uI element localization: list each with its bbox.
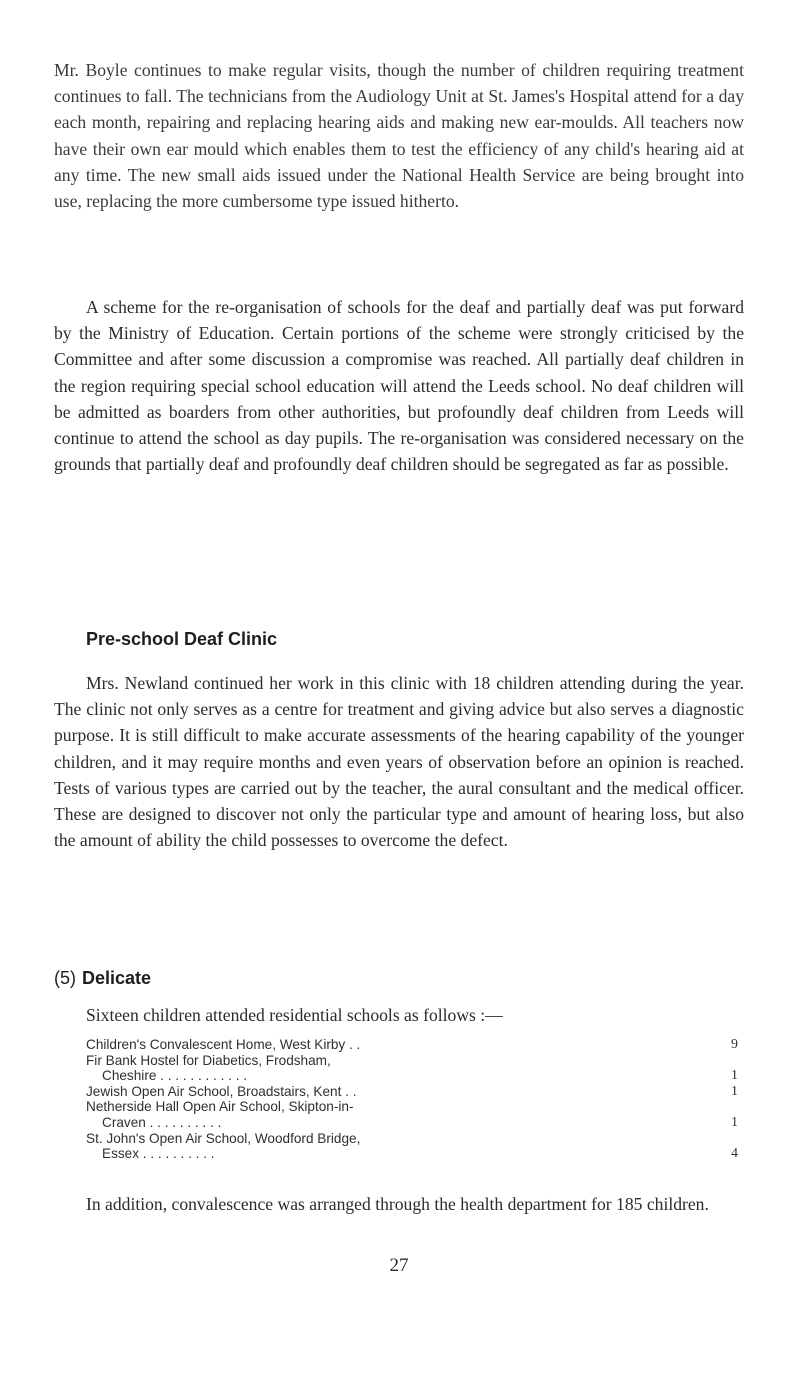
school-name: St. John's Open Air School, Woodford Bridge, — [86, 1130, 361, 1146]
school-count: 1 — [731, 1083, 738, 1099]
school-name: Jewish Open Air School, Broadstairs, Kent . . — [86, 1083, 357, 1099]
school-count: 1 — [731, 1114, 738, 1130]
paragraph-convalescence: In addition, convalescence was arranged through the health department for 185 children. — [86, 1194, 709, 1214]
paragraph-reorganisation: A scheme for the re-organisation of schools for the deaf and partially deaf was put forward by the Ministry of Education. Certain portions of the scheme were strongly criticised by the Committee and after some discussion a compromise was reached. All partially deaf children in the region requiring special school education will attend the Leeds school. No deaf children will be admitted as boarders from other authorities, but profoundly deaf children from Leeds will continue to attend the school as day pupils. The re-organisation was considered necessary on the grounds that partially deaf and profoundly deaf children should be segregated as far as possible. — [54, 297, 744, 475]
list-item — [86, 1131, 738, 1162]
school-count: 9 — [731, 1037, 738, 1052]
section-number: (5) — [54, 968, 76, 988]
school-count: 4 — [731, 1146, 738, 1162]
page-number: 27 — [389, 1255, 409, 1276]
school-name-cont: Essex . . . . . . . . . . — [102, 1146, 215, 1162]
school-name: Netherside Hall Open Air School, Skipton-in- — [86, 1099, 354, 1115]
school-name-cont: Cheshire . . . . . . . . . . . . — [102, 1068, 248, 1084]
heading-delicate — [54, 968, 151, 989]
school-name-cont: Craven . . . . . . . . . . — [102, 1114, 222, 1130]
section-title: Delicate — [82, 968, 152, 988]
paragraph-preschool-clinic: Mrs. Newland continued her work in this clinic with 18 children attending during the year. The clinic not only serves as a centre for treatment and giving advice but also serves a diagnostic purpose. It is still difficult to make accurate assessments of the hearing capability of the younger children, and it may require months and even years of observation before an opinion is reached. Tests of various types are carried out by the teacher, the aural consultant and the medical officer. These are designed to discover not only the particular type and amount of hearing loss, but also the amount of ability the child possesses to overcome the defect. — [54, 673, 744, 851]
list-item — [86, 1053, 738, 1084]
schools-list — [86, 1037, 738, 1162]
school-name: Children's Convalescent Home, West Kirby . . — [86, 1037, 361, 1052]
list-item — [86, 1099, 738, 1130]
delicate-intro: Sixteen children attended residential schools as follows :— — [86, 1005, 503, 1025]
list-item — [86, 1084, 738, 1100]
paragraph-audiology: Mr. Boyle continues to make regular visits, though the number of children requiring treatment continues to fall. The technicians from the Audiology Unit at St. James's Hospital attend for a day each month, repairing and replacing hearing aids and making new ear-moulds. All teachers now have their own ear mould which enables them to test the efficiency of any child's hearing aid at any time. The new small aids issued under the National Health Service are being brought into use, replacing the more cumbersome type issued hitherto. — [54, 60, 744, 212]
heading-preschool-deaf-clinic: Pre-school Deaf Clinic — [86, 629, 278, 649]
school-count: 1 — [731, 1068, 738, 1084]
list-item — [86, 1037, 738, 1053]
school-name: Fir Bank Hostel for Diabetics, Frodsham, — [86, 1052, 331, 1068]
